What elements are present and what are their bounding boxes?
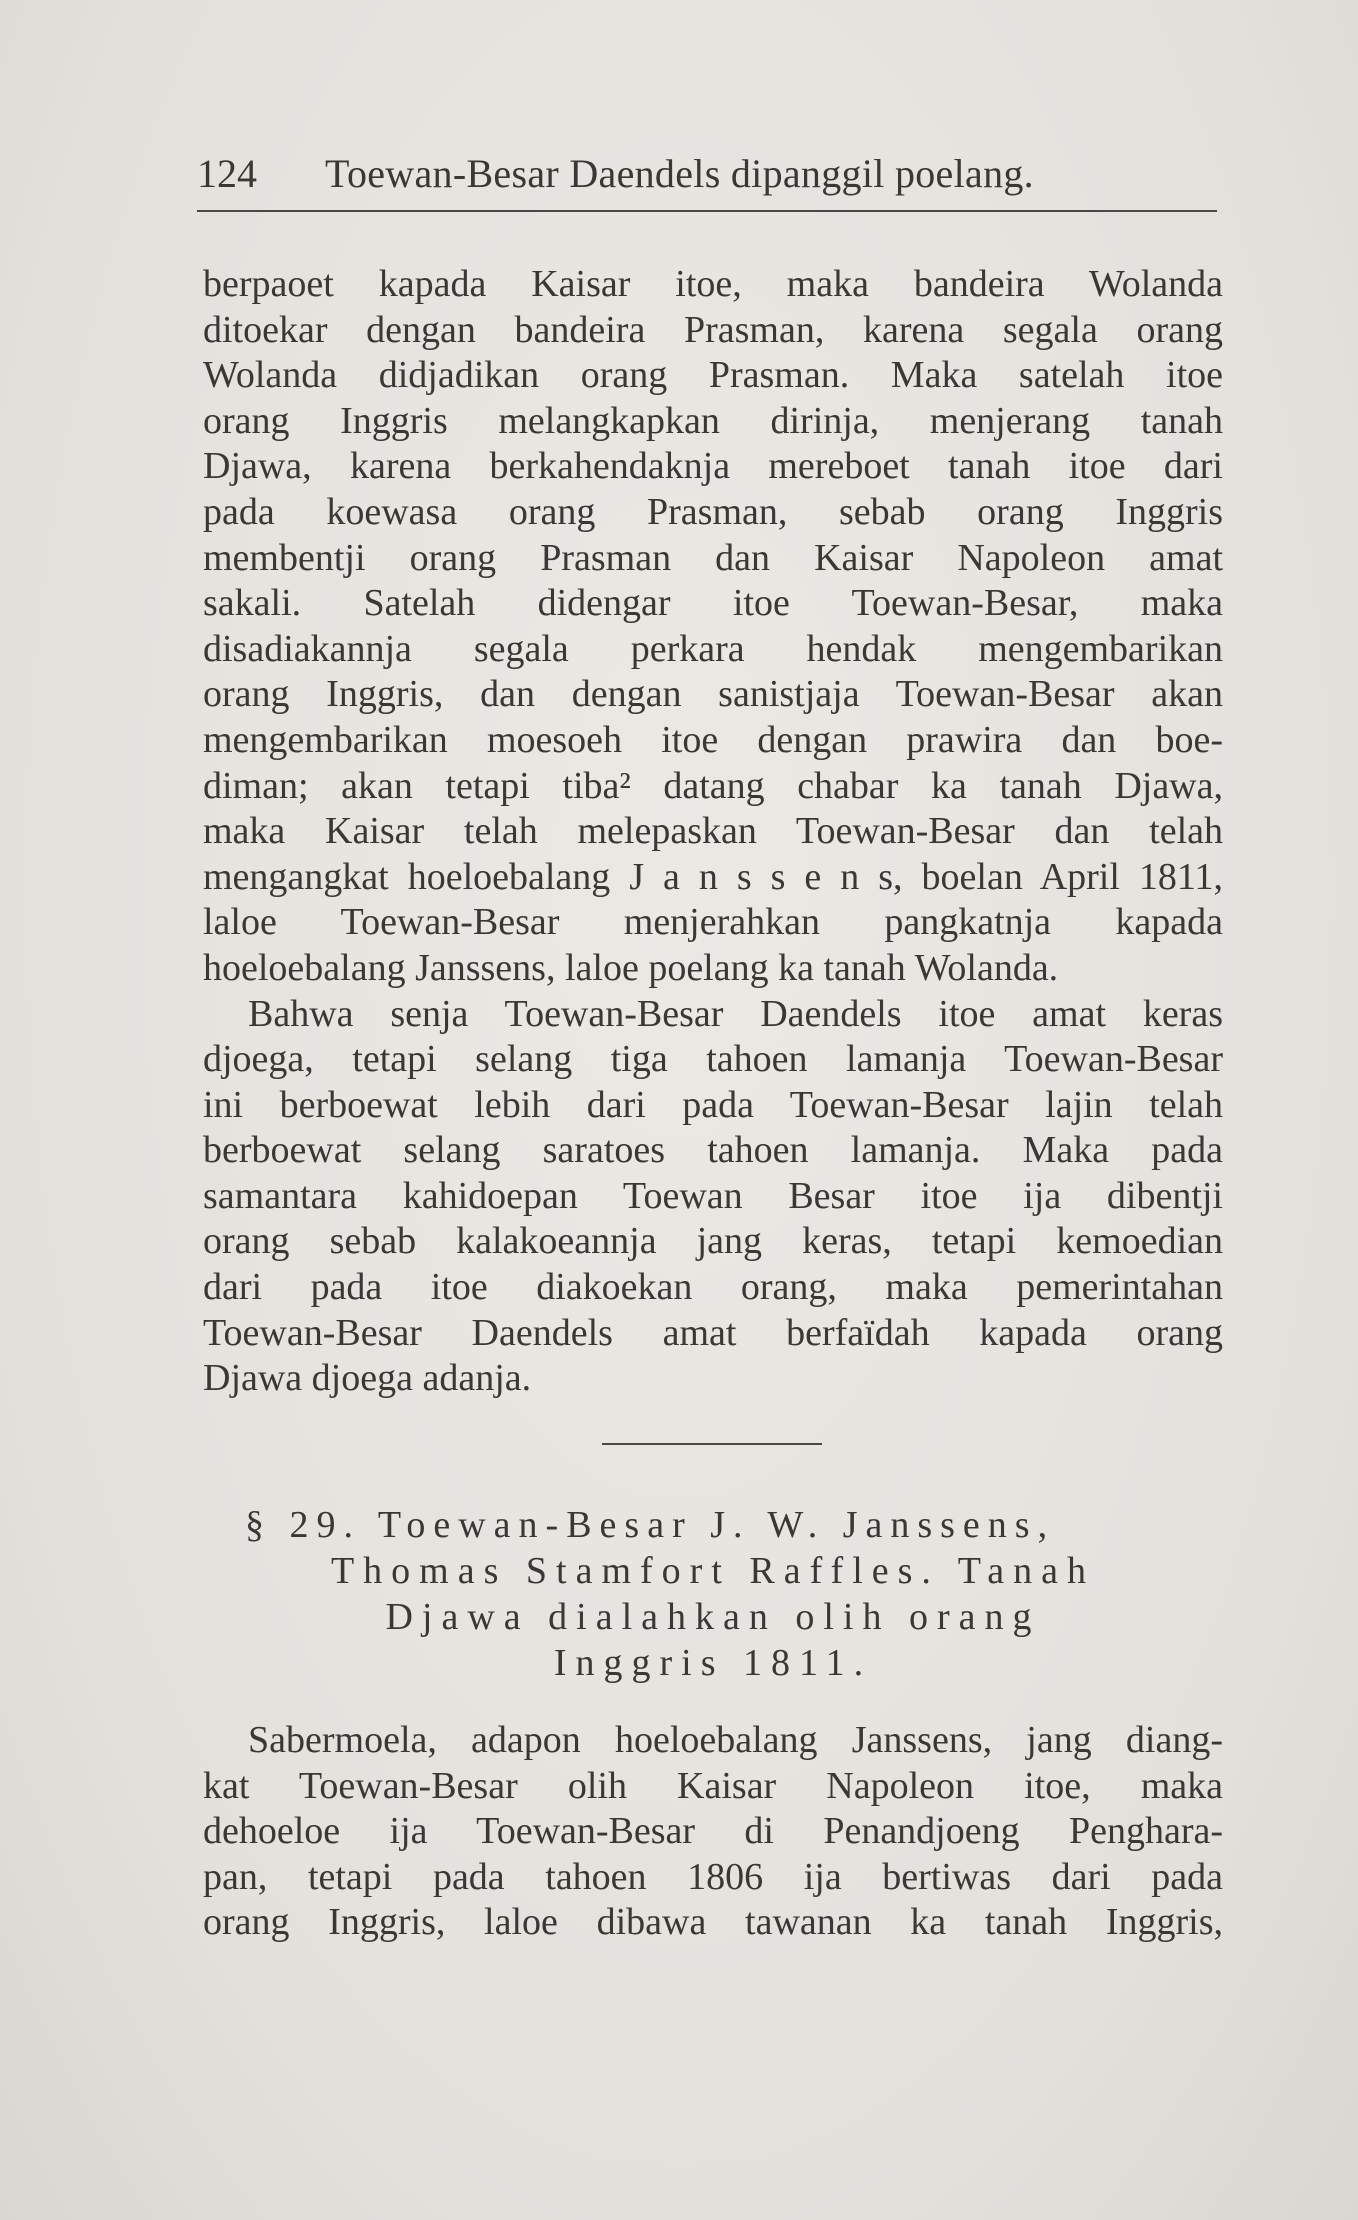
section-heading-line: Thomas Stamfort Raffles. Tanah (330, 1550, 1096, 1592)
text-line: disadiakannja segala perkara hendak mengembarikan (203, 627, 1223, 670)
page-header (197, 150, 1217, 198)
body-text-top (203, 262, 1223, 1402)
text-line: orang sebab kalakoeannja jang keras, tetapi kemoedian (203, 1220, 1223, 1263)
text-line: hoeloebalang Janssens, laloe poelang ka tanah Wolanda. (203, 946, 1059, 989)
text-line: pada koewasa orang Prasman, sebab orang Inggris (203, 490, 1223, 533)
section-heading-line: Inggris 1811. (553, 1642, 873, 1684)
text-line: membentji orang Prasman dan Kaisar Napoleon amat (203, 536, 1223, 579)
text-line: pan, tetapi pada tahoen 1806 ija bertiwas dari pada (203, 1855, 1223, 1898)
text-line: mengembarikan moesoeh itoe dengan prawira dan boe- (203, 718, 1223, 761)
text-line: dehoeloe ija Toewan-Besar di Penandjoeng Penghara- (203, 1810, 1223, 1853)
section-heading-line: Djawa dialahkan olih orang (385, 1596, 1041, 1638)
section-divider (602, 1443, 822, 1445)
text-line: Djawa, karena berkahendaknja mereboet tanah itoe dari (203, 445, 1223, 488)
text-line: Bahwa senja Toewan-Besar Daendels itoe amat keras (248, 992, 1223, 1035)
text-line: laloe Toewan-Besar menjerahkan pangkatnja kapada (203, 901, 1223, 944)
text-line: maka Kaisar telah melepaskan Toewan-Besar dan telah (203, 810, 1223, 853)
body-text-bottom (203, 1718, 1223, 1946)
header-rule (197, 210, 1217, 212)
text-line: djoega, tetapi selang tiga tahoen lamanja Toewan-Besar (203, 1038, 1223, 1081)
text-line: diman; akan tetapi tiba² datang chabar ka tanah Djawa, (203, 764, 1223, 807)
text-line: sakali. Satelah didengar itoe Toewan-Besar, maka (203, 582, 1223, 625)
text-line: dari pada itoe diakoekan orang, maka pemerintahan (203, 1266, 1223, 1309)
text-line: kat Toewan-Besar olih Kaisar Napoleon itoe, maka (203, 1764, 1223, 1807)
text-line: mengangkat hoeloebalang J a n s s e n s, boelan April 1811, (203, 855, 1223, 898)
paragraph-janssens (203, 1718, 1223, 1946)
text-line: orang Inggris, laloe dibawa tawanan ka tanah Inggris, (203, 1901, 1223, 1944)
section-heading (203, 1502, 1223, 1686)
paragraph-continued (203, 262, 1223, 992)
text-line: orang Inggris melangkapkan dirinja, menjerang tanah (203, 399, 1223, 442)
text-line: ini berboewat lebih dari pada Toewan-Besar lajin telah (203, 1083, 1223, 1126)
text-line: Sabermoela, adapon hoeloebalang Janssens, jang diang- (248, 1719, 1223, 1761)
text-line: berboewat selang saratoes tahoen lamanja. Maka pada (203, 1129, 1223, 1172)
text-line: Wolanda didjadikan orang Prasman. Maka satelah itoe (203, 354, 1223, 397)
page-number: 124 (197, 151, 257, 196)
section-heading-line: § 29. Toewan-Besar J. W. Janssens, (245, 1504, 1056, 1546)
text-line: Djawa djoega adanja. (203, 1357, 532, 1400)
paragraph-daendels (203, 992, 1223, 1402)
text-line: ditoekar dengan bandeira Prasman, karena segala orang (203, 308, 1223, 351)
text-line: berpaoet kapada Kaisar itoe, maka bandeira Wolanda (203, 263, 1223, 305)
text-line: orang Inggris, dan dengan sanistjaja Toewan-Besar akan (203, 673, 1223, 716)
running-title: Toewan-Besar Daendels dipanggil poelang. (325, 151, 1034, 196)
text-line: samantara kahidoepan Toewan Besar itoe ija dibentji (203, 1174, 1223, 1217)
text-line: Toewan-Besar Daendels amat berfaïdah kapada orang (203, 1311, 1223, 1354)
